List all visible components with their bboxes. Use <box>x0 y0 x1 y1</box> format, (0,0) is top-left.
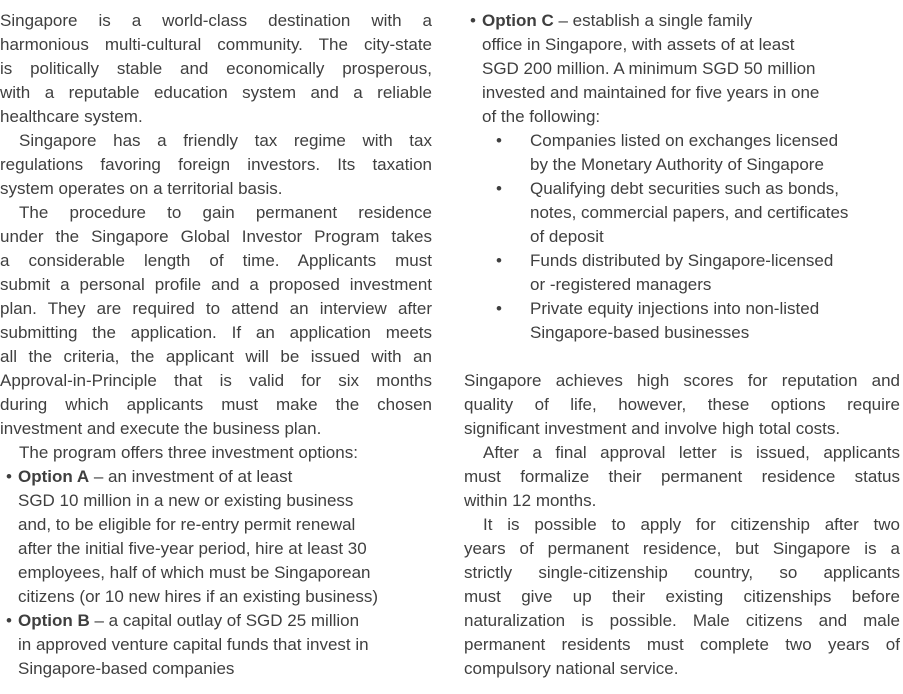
bullet-icon: • <box>496 179 502 198</box>
option-a-body: SGD 10 million in a new or existing business and, to be eligible for re-entry permit renewal after the initial five-year period, hire at least 30 employees, half of which must be Singaporean citizens (or 10 new hires if an existing business) <box>18 491 378 606</box>
sub-item-body: Funds distributed by Singapore-licensed or -registered managers <box>530 251 834 294</box>
option-b-label: Option B <box>18 611 90 630</box>
sub-list-item-companies <box>464 129 900 177</box>
option-b-first-line-text: – a capital outlay of SGD 25 million <box>89 611 360 630</box>
option-b-first-line <box>18 609 432 633</box>
list-item-option-a <box>0 465 432 609</box>
option-b-body: in approved venture capital funds that invest in Singapore-based companies <box>18 635 369 678</box>
right-column <box>464 9 900 694</box>
approval-paragraph: After a final approval letter is issued, applicants must formalize their permanent residence status within 12 months. <box>464 443 900 510</box>
option-c-label: Option C <box>482 11 554 30</box>
scores-paragraph: Singapore achieves high scores for reputation and quality of life, however, these options require significant investment and involve high total costs. <box>464 371 900 438</box>
bullet-icon: • <box>470 11 476 30</box>
bullet-icon: • <box>496 131 502 150</box>
sub-item-body: Private equity injections into non-listed Singapore-based businesses <box>530 299 820 342</box>
option-c-first-line-text: – establish a single family <box>553 11 753 30</box>
sub-item-body: Qualifying debt securities such as bonds, notes, commercial papers, and certificates of deposit <box>530 179 849 246</box>
bullet-icon: • <box>6 611 12 630</box>
procedure-paragraph: The procedure to gain permanent residence under the Singapore Global Investor Program takes a considerable length of time. Applicants must submit a personal profile and a proposed investment plan. They are required to attend an interview after submitting the application. If an application meets all the criteria, the applicant will be issued with an Approval-in-Principle that is valid for six months during which applicants must make the chosen investment and execute the business plan. <box>0 203 432 438</box>
left-column <box>0 9 432 694</box>
citizenship-paragraph: It is possible to apply for citizenship after two years of permanent residence, but Singapore is a strictly single-citizenship country, so applicants must give up their existing citizenships before naturalization is possible. Male citizens and male permanent residents must complete two years of compulsory national service. <box>464 515 900 678</box>
sub-list-item-private-equity <box>464 297 900 345</box>
option-a-first-line <box>18 465 432 489</box>
option-a-first-line-text: – an investment of at least <box>89 467 293 486</box>
bullet-icon: • <box>496 299 502 318</box>
sub-list-item-funds <box>464 249 900 297</box>
tax-regime-paragraph: Singapore has a friendly tax regime with tax regulations favoring foreign investors. Its taxation system operates on a territorial basis. <box>0 131 432 198</box>
sub-item-body: Companies listed on exchanges licensed by the Monetary Authority of Singapore <box>530 131 839 174</box>
option-c-body: office in Singapore, with assets of at least SGD 200 million. A minimum SGD 50 million invested and maintained for five years in one of the following: <box>482 35 820 126</box>
list-item-option-c <box>464 9 900 129</box>
intro-paragraph: Singapore is a world-class destination with a harmonious multi-cultural community. The city-state is politically stable and economically prosperous, with a reputable education system and a reliable healthcare system. <box>0 11 432 126</box>
bullet-icon: • <box>496 251 502 270</box>
option-c-first-line <box>482 9 900 33</box>
sub-list-item-debt-securities <box>464 177 900 249</box>
option-a-label: Option A <box>18 467 90 486</box>
bullet-icon: • <box>6 467 12 486</box>
options-intro-line: The program offers three investment options: <box>19 443 358 462</box>
list-item-option-b <box>0 609 432 681</box>
